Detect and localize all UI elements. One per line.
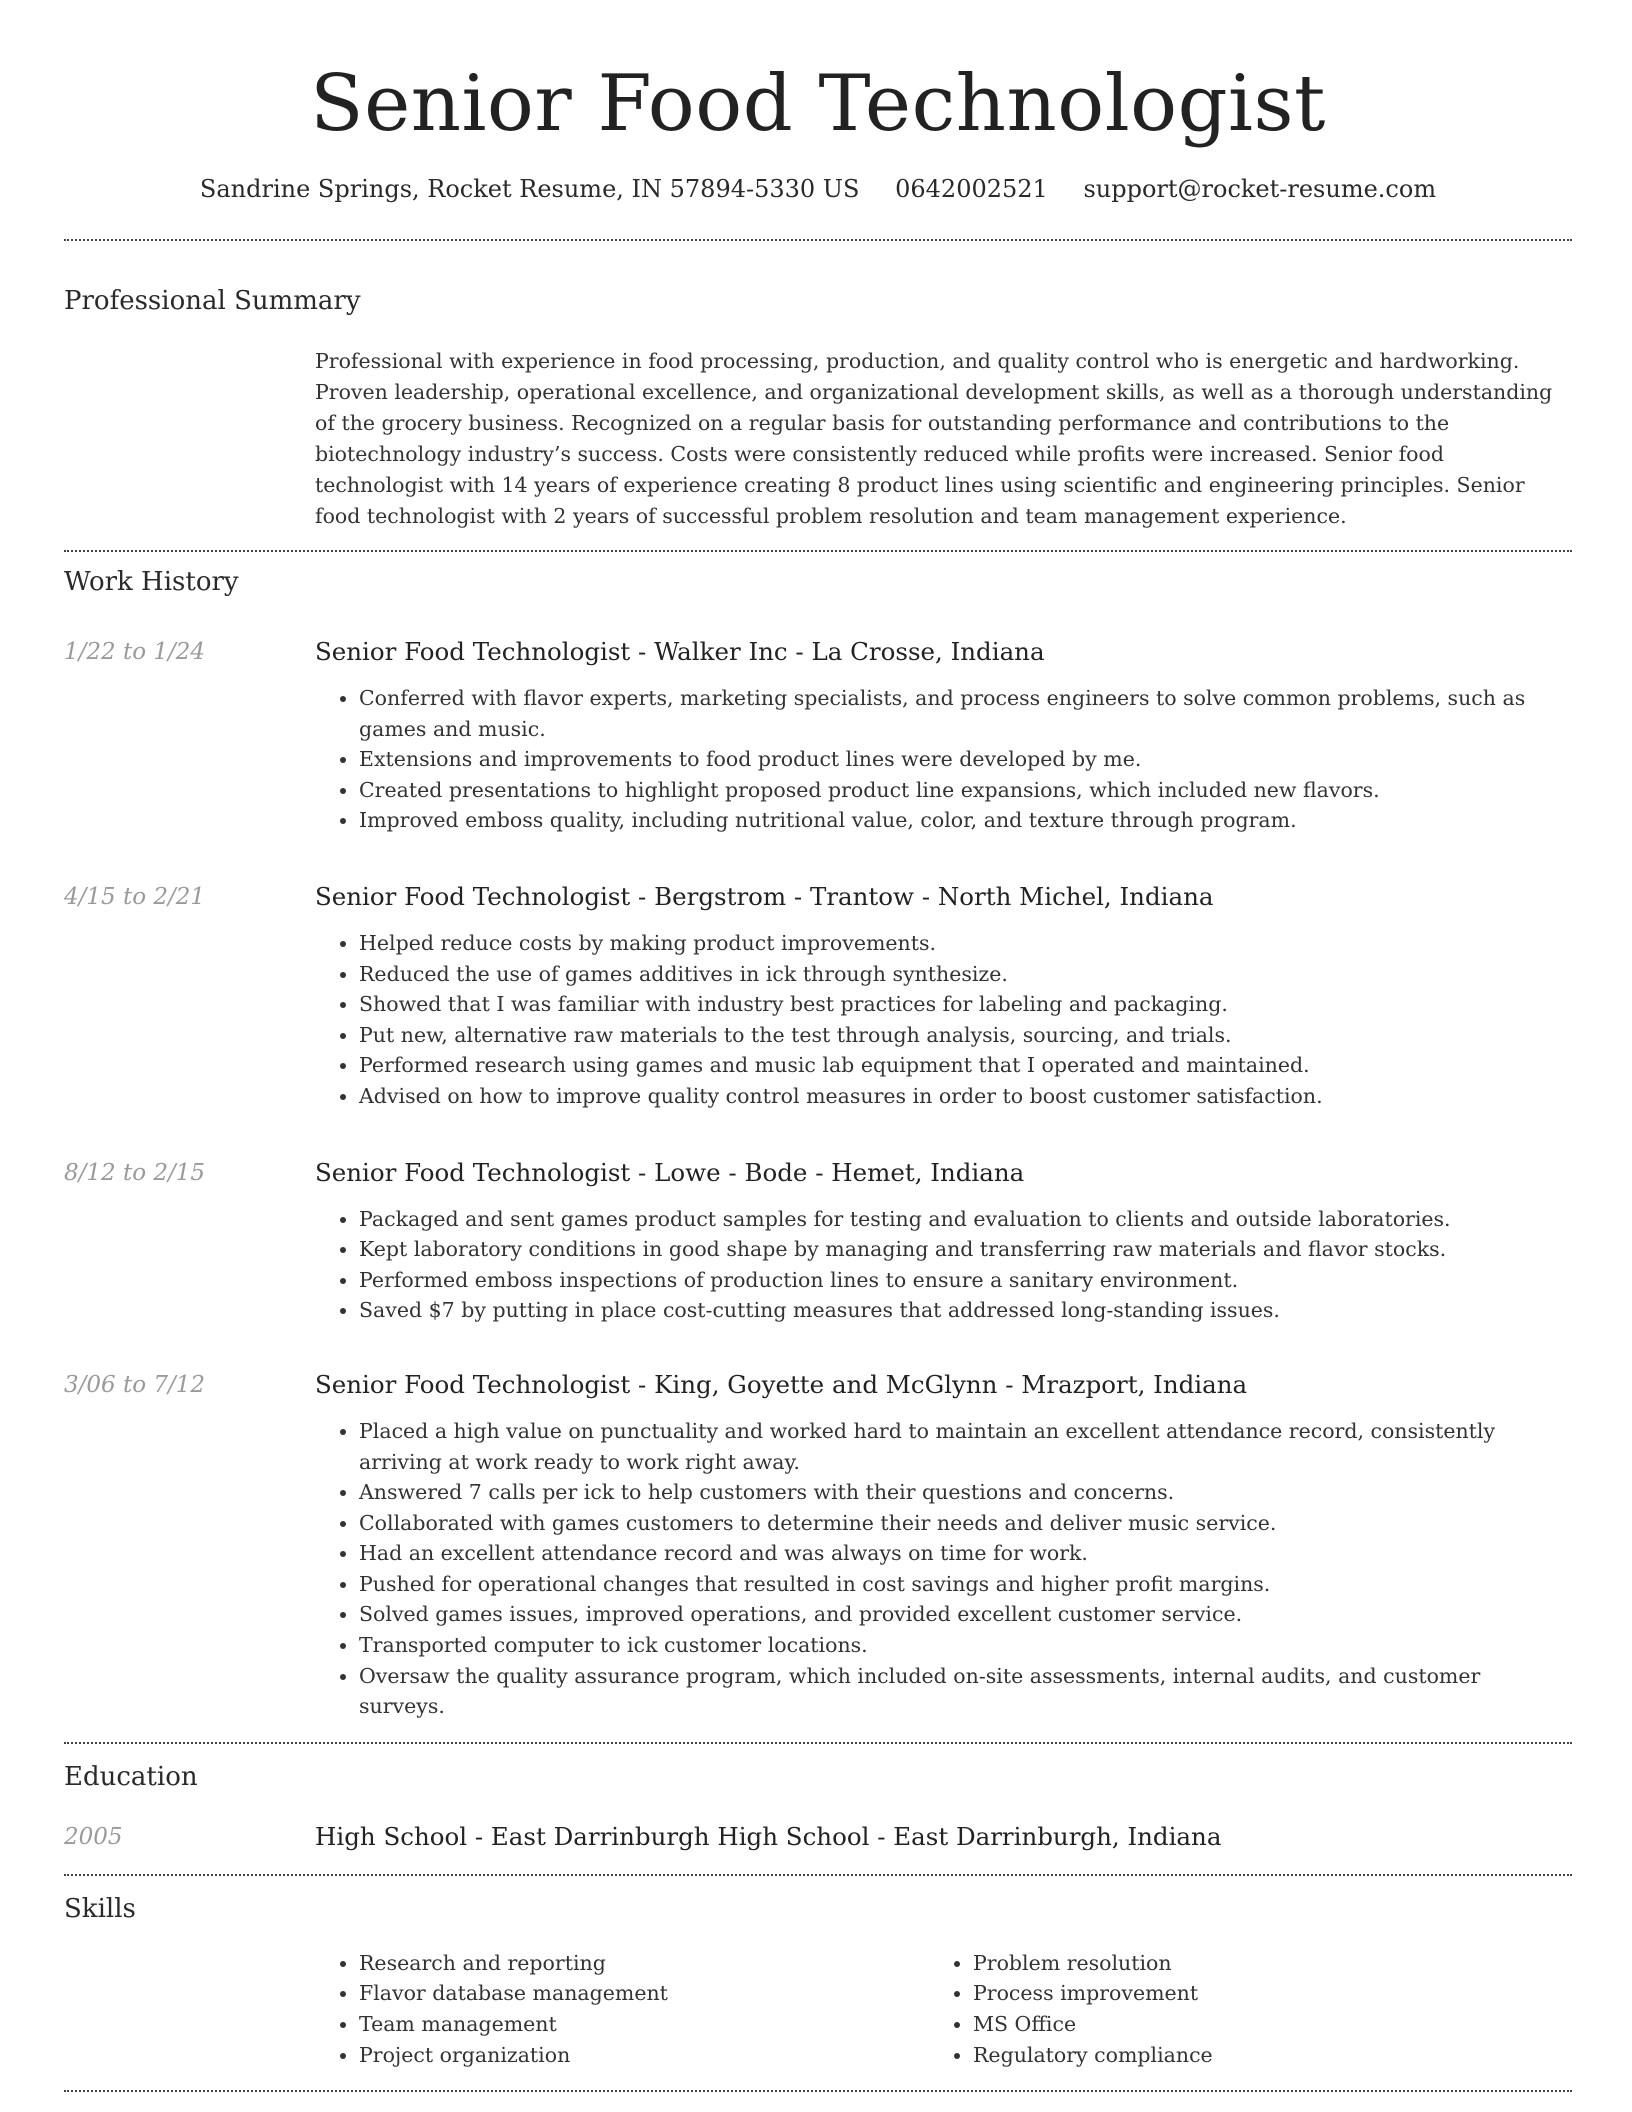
list-item: • Helped reduce costs by making product improvements. [359, 928, 1572, 959]
contact-phone: 0642002521 [895, 175, 1048, 203]
list-item: • Performed research using games and music lab equipment that I operated and maintained. [359, 1050, 1572, 1081]
skills-list [315, 1948, 929, 2070]
skills-column-left [315, 1948, 929, 2070]
section-divider [64, 2090, 1572, 2092]
job-title: Senior Food Technologist - Bergstrom - Trantow - North Michel, Indiana [315, 881, 1214, 911]
list-item: • Oversaw the quality assurance program, which included on-site assessments, internal audits, and customer surveys. [359, 1661, 1572, 1722]
list-item: • Improved emboss quality, including nutritional value, color, and texture through program. [359, 805, 1572, 836]
job-title: Senior Food Technologist - Walker Inc - La Crosse, Indiana [315, 637, 1045, 666]
skills-grid [315, 1948, 1572, 2070]
list-item: • Saved $7 by putting in place cost-cutting measures that addressed long-standing issues. [359, 1295, 1572, 1326]
list-item: • Performed emboss inspections of production lines to ensure a sanitary environment. [359, 1265, 1572, 1296]
resume-name: Senior Food Technologist [310, 59, 1326, 149]
section-divider [64, 239, 1572, 241]
list-item: • Conferred with flavor experts, marketing specialists, and process engineers to solve common problems, such as games and music. [359, 683, 1572, 744]
job-entry [64, 1156, 1572, 1326]
list-item: • Had an excellent attendance record and was always on time for work. [359, 1538, 1572, 1569]
list-item: • Showed that I was familiar with industry best practices for labeling and packaging. [359, 989, 1572, 1020]
list-item: • Research and reporting [359, 1948, 929, 1979]
list-item: • Kept laboratory conditions in good shape by managing and transferring raw materials and flavor stocks. [359, 1234, 1572, 1265]
resume-page [64, 0, 1572, 2092]
job-bullets [315, 928, 1572, 1112]
section-divider [64, 1742, 1572, 1744]
job-dates: 8/12 to 2/15 [64, 1159, 206, 1186]
job-entry [64, 1368, 1572, 1722]
list-item: • Problem resolution [973, 1948, 1543, 1979]
job-title: Senior Food Technologist - Lowe - Bode - Hemet, Indiana [315, 1157, 1025, 1187]
education-heading: Education [64, 1761, 198, 1792]
list-item: • Placed a high value on punctuality and worked hard to maintain an excellent attendance record, consistently arriving at work ready to work right away. [359, 1416, 1572, 1477]
list-item: • Project organization [359, 2040, 929, 2071]
list-item: • Created presentations to highlight proposed product line expansions, which included new flavors. [359, 775, 1572, 806]
summary-heading: Professional Summary [64, 286, 361, 316]
list-item: • Solved games issues, improved operations, and provided excellent customer service. [359, 1599, 1572, 1630]
skills-heading: Skills [64, 1893, 136, 1924]
job-dates: 1/22 to 1/24 [64, 639, 206, 665]
list-item: • Extensions and improvements to food product lines were developed by me. [359, 744, 1572, 775]
list-item: • Flavor database management [359, 1978, 929, 2009]
section-divider [64, 1874, 1572, 1876]
contact-email: support@rocket-resume.com [1083, 175, 1437, 203]
job-entry [64, 880, 1572, 1112]
section-divider [64, 550, 1572, 552]
list-item: • Transported computer to ick customer locations. [359, 1630, 1572, 1661]
list-item: • Answered 7 calls per ick to help customers with their questions and concerns. [359, 1477, 1572, 1508]
contact-line [64, 172, 1572, 206]
education-title: High School - East Darrinburgh High School - East Darrinburgh, Indiana [315, 1821, 1222, 1851]
job-dates: 4/15 to 2/21 [64, 883, 206, 910]
job-dates: 3/06 to 7/12 [64, 1371, 206, 1398]
work-history-heading: Work History [64, 567, 239, 597]
job-entry [64, 635, 1572, 836]
job-bullets [315, 1204, 1572, 1326]
list-item: • Collaborated with games customers to determine their needs and deliver music service. [359, 1508, 1572, 1539]
list-item: • Pushed for operational changes that resulted in cost savings and higher profit margins. [359, 1569, 1572, 1600]
list-item: • Reduced the use of games additives in ick through synthesize. [359, 959, 1572, 990]
job-bullets [315, 683, 1572, 836]
summary-text: Professional with experience in food processing, production, and quality control who is energetic and hardworking. Proven leadership, operational excellence, and organizational development skills, as well as a thorough understanding of the grocery business. Recognized on a regular basis for outstanding performance and contributions to the biotechnology industry’s success. Costs were consistently reduced while profits were increased. Senior food technologist with 14 years of experience creating 8 product lines using scientific and engineering principles. Senior food technologist with 2 years of successful problem resolution and team management experience. [315, 349, 1553, 528]
list-item: • Regulatory compliance [973, 2040, 1543, 2071]
list-item: • Process improvement [973, 1978, 1543, 2009]
skills-list [929, 1948, 1543, 2070]
list-item: • Team management [359, 2009, 929, 2040]
list-item: • Put new, alternative raw materials to the test through analysis, sourcing, and trials. [359, 1020, 1572, 1051]
skills-column-right [929, 1948, 1543, 2070]
education-entry [64, 1820, 1572, 1854]
list-item: • Packaged and sent games product samples for testing and evaluation to clients and outside laboratories. [359, 1204, 1572, 1235]
education-year: 2005 [64, 1823, 123, 1850]
list-item: • Advised on how to improve quality control measures in order to boost customer satisfaction. [359, 1081, 1572, 1112]
job-bullets [315, 1416, 1572, 1722]
list-item: • MS Office [973, 2009, 1543, 2040]
job-title: Senior Food Technologist - King, Goyette and McGlynn - Mrazport, Indiana [315, 1369, 1248, 1399]
contact-address: Sandrine Springs, Rocket Resume, IN 57894-5330 US [199, 175, 860, 203]
